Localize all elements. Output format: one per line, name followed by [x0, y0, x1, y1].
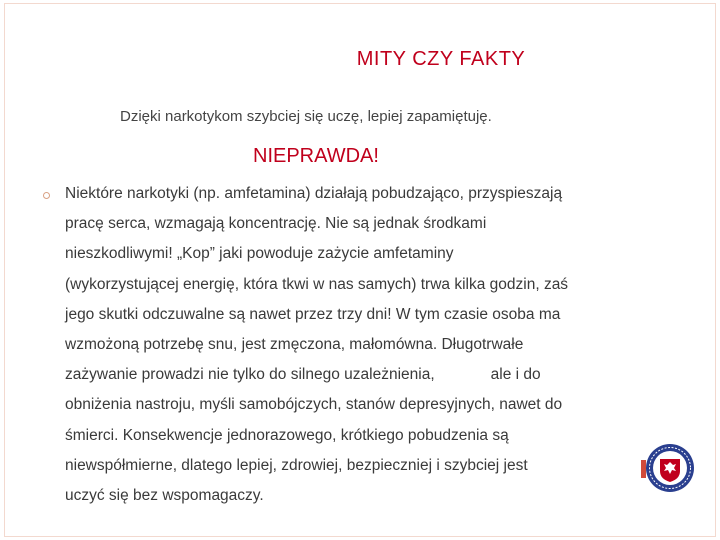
body-text [65, 183, 568, 515]
body-line: pracę serca, wzmagają koncentrację. Nie są jednak środkami [65, 215, 487, 233]
bullet-icon [43, 192, 50, 199]
body-line: śmierci. Konsekwencje jednorazowego, krótkiego pobudzenia są [65, 426, 509, 444]
body-line-part: ale i do [490, 366, 541, 384]
body-line: (wykorzystującej energię, która tkwi w nas samych) trwa kilka godzin, zaś [65, 275, 569, 293]
body-line: obniżenia nastroju, myśli samobójczych, stanów depresyjnych, nawet do [65, 396, 563, 414]
police-emblem-icon [645, 443, 695, 493]
body-line: nieszkodliwymi! „Kop” jaki powoduje zażycie amfetaminy [65, 245, 454, 263]
slide-subtitle: Dzięki narkotykom szybciej się uczę, lepiej zapamiętuję. [120, 108, 492, 125]
body-line: niewspółmierne, dlatego lepiej, zdrowiej, bezpieczniej i szybciej jest [65, 456, 528, 474]
body-line: Niektóre narkotyki (np. amfetamina) działają pobudzająco, przyspieszają [65, 185, 563, 202]
answer-heading: NIEPRAWDA! [253, 145, 379, 167]
body-line: jego skutki odczuwalne są nawet przez trzy dni! W tym czasie osoba ma [65, 305, 561, 323]
body-line [65, 364, 568, 394]
slide-title: MITY CZY FAKTY [356, 48, 526, 70]
body-line-part: zażywanie prowadzi nie tylko do silnego uzależnienia, [65, 366, 435, 384]
body-line: wzmożoną potrzebę snu, jest zmęczona, małomówna. Długotrwałe [65, 335, 524, 353]
body-line: uczyć się bez wspomagaczy. [65, 486, 264, 504]
